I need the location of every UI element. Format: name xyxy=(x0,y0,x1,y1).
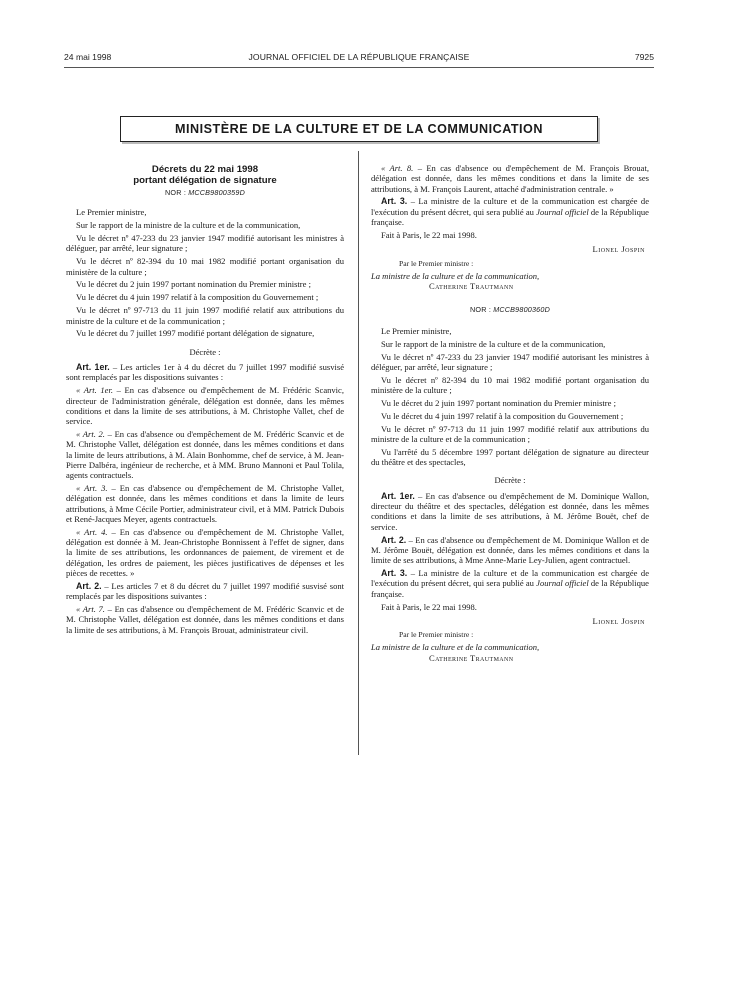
article-text: – Les articles 1er à 4 du décret du 7 juillet 1997 modifié susvisé sont remplacés par les dispositions suivantes : xyxy=(66,362,344,383)
preamble-paragraph: Vu le décret nº 82-394 du 10 mai 1982 modifié portant organisation du ministère de la culture ; xyxy=(66,256,344,277)
article-label: Art. 1er. xyxy=(381,490,415,501)
article-text: – En cas d'absence ou d'empêchement de M. Dominique Wallon et de M. Jérôme Bouët, délégation est donnée, dans les mêmes conditions et dans la limite de ses attributions, à Mme Anne-Marie Ley-Julien, agent contractuel. xyxy=(371,534,649,566)
preamble-paragraph: Vu le décret du 2 juin 1997 portant nomination du Premier ministre ; xyxy=(76,279,311,290)
preamble-paragraph: Le Premier ministre, xyxy=(381,325,452,336)
decree-title xyxy=(66,164,344,186)
quoted-article-text: – En cas d'absence ou d'empêchement de M. Frédéric Scanvic et de M. Christophe Vallet, délégation est donnée, dans les mêmes conditions et dans la limite de leurs attributions, à M. Alain Bonhomme, chef de service, à M. Jean-Pierre Dalbéra, ingénieur de recherche, et à MM. Bruno Mannoni et Paul Tolila, agents contractuels. xyxy=(66,428,344,481)
running-head xyxy=(64,52,654,66)
ministry-heading: MINISTÈRE DE LA CULTURE ET DE LA COMMUNICATION xyxy=(120,116,598,142)
preamble-paragraph: Vu l'arrêté du 5 décembre 1997 portant délégation de signature au directeur du théâtre et des spectacles, xyxy=(371,446,649,468)
quoted-article xyxy=(66,604,344,635)
quoted-article-text: – En cas d'absence ou d'empêchement de M. Christophe Vallet, délégation est donnée à M. Jean-Christophe Bonnissent à l'effet de signer, dans la limite de ses attributions, les ordonnances de paiement, de virement et de délégation, les ordres de paiement, les pièces justificatives de dépenses et les pièces de recettes. » xyxy=(66,526,344,579)
preamble-paragraph: Vu le décret du 7 juillet 1997 modifié portant délégation de signature, xyxy=(76,328,315,339)
nor-code: MCCB9800359D xyxy=(188,188,245,197)
article-text: de la République française. xyxy=(371,206,649,228)
decrete-heading: Décrète : xyxy=(189,346,221,357)
nor-prefix: NOR : xyxy=(470,305,494,315)
preamble-paragraph: Vu le décret du 2 juin 1997 portant nomination du Premier ministre ; xyxy=(381,397,616,408)
preamble-paragraph: Vu le décret du 4 juin 1997 relatif à la composition du Gouvernement ; xyxy=(76,292,319,303)
quoted-article-text: – En cas d'absence ou d'empêchement de M. Frédéric Scanvic et de M. Christophe Vallet, délégation est donnée, dans les mêmes conditions et dans la limite de ses attributions, à M. François Brouat, administrateur civil. xyxy=(66,604,344,635)
article-paragraph xyxy=(371,196,649,227)
signature-par: Par le Premier ministre : xyxy=(399,258,474,268)
article-text: – Les articles 7 et 8 du décret du 7 juillet 1997 modifié susvisé sont remplacés par les dispositions suivantes : xyxy=(66,580,345,602)
preamble-paragraph: Vu le décret du 4 juin 1997 relatif à la composition du Gouvernement ; xyxy=(381,410,624,421)
preamble-paragraph: Vu le décret nº 47-233 du 23 janvier 1947 modifié autorisant les ministres à déléguer, par arrêté, leur signature ; xyxy=(371,351,649,372)
quoted-article xyxy=(66,527,344,578)
minister-title: La ministre de la culture et de la communication, xyxy=(371,270,540,281)
article-paragraph xyxy=(371,568,649,599)
header-date: 24 mai 1998 xyxy=(64,52,112,62)
minister-title: La ministre de la culture et de la communication, xyxy=(371,642,540,653)
signature-par: Par le Premier ministre : xyxy=(399,630,474,640)
nor-prefix: NOR : xyxy=(165,188,189,197)
minister-name: Catherine Trautmann xyxy=(429,281,514,292)
preamble-paragraph: Vu le décret nº 97-713 du 11 juin 1997 modifié relatif aux attributions du ministre de la culture et de la communication ; xyxy=(66,305,344,326)
article-text: – En cas d'absence ou d'empêchement de M. Dominique Wallon, directeur du théâtre et des spectacles, délégation est donnée, dans les mêmes conditions et dans la limite de ses attributions, à M. Jérôme Bouët, chef de service. xyxy=(371,490,649,532)
quoted-article-text: – En cas d'absence ou d'empêchement de M. François Brouat, délégation est donnée, dans les mêmes conditions et dans la limite de ses attributions, à M. François Laurent, attaché d'administration centrale. » xyxy=(371,163,649,194)
article-label: Art. 1er. xyxy=(76,362,110,373)
signature-place-date: Fait à Paris, le 22 mai 1998. xyxy=(381,229,477,240)
article-label: Art. 2. xyxy=(381,534,407,545)
quoted-article xyxy=(66,483,344,524)
preamble-paragraph: Vu le décret nº 97-713 du 11 juin 1997 modifié relatif aux attributions du ministre de la culture et de la communication ; xyxy=(371,423,649,444)
preamble-paragraph: Sur le rapport de la ministre de la culture et de la communication, xyxy=(381,338,606,349)
signatory-name: Lionel Jospin xyxy=(592,244,645,255)
preamble-paragraph: Vu le décret nº 82-394 du 10 mai 1982 modifié portant organisation du ministère de la culture ; xyxy=(371,374,649,396)
decrete-heading: Décrète : xyxy=(494,475,526,486)
nor-code: MCCB9800360D xyxy=(493,305,550,315)
journal-officiel-ref: Journal officiel xyxy=(536,578,589,589)
article-text: – La ministre de la culture et de la communication est chargée de l'exécution du présent décret, qui sera publié au xyxy=(371,196,649,217)
quoted-article-label: « Art. 8. xyxy=(381,163,414,173)
article-label: Art. 3. xyxy=(381,196,408,207)
preamble-paragraph: Sur le rapport de la ministre de la culture et de la communication, xyxy=(76,220,301,231)
column-divider xyxy=(358,151,359,755)
decree-title-line1: Décrets du 22 mai 1998 xyxy=(151,164,259,175)
header-rule xyxy=(64,67,654,68)
nor-reference xyxy=(66,188,344,198)
signature-place-date: Fait à Paris, le 22 mai 1998. xyxy=(381,601,477,612)
preamble-paragraph: Vu le décret nº 47-233 du 23 janvier 1947 modifié autorisant les ministres à déléguer, par arrêté, leur signature ; xyxy=(66,233,344,254)
right-column xyxy=(371,163,649,677)
article-paragraph xyxy=(66,362,344,383)
article-paragraph xyxy=(66,581,344,602)
quoted-article xyxy=(66,385,344,426)
quoted-article-label: « Art. 7. xyxy=(76,604,105,615)
quoted-article-label: « Art. 1er. xyxy=(76,385,113,396)
article-text: de la République française. xyxy=(371,578,649,599)
article-paragraph xyxy=(371,491,649,532)
quoted-article-label: « Art. 4. xyxy=(76,526,108,537)
quoted-article-text: – En cas d'absence ou d'empêchement de M. Frédéric Scanvic, directeur de l'administration générale, délégation est donnée, dans les mêmes conditions et dans la limite de ses attributions, à M. Christophe Vallet, chef de service. xyxy=(66,385,344,427)
preamble-paragraph: Le Premier ministre, xyxy=(76,207,147,218)
header-journal-title: JOURNAL OFFICIEL DE LA RÉPUBLIQUE FRANÇAISE xyxy=(248,52,470,62)
quoted-article-text: – En cas d'absence ou d'empêchement de M. Christophe Vallet, délégation est donnée, dans les mêmes conditions et dans la limite de leurs attributions, à Mme Cécile Portier, administrateur civil, et à MM. Patrick Dubois et René-Jacques Meyer, agents contractuels. xyxy=(66,483,344,524)
quoted-article xyxy=(66,429,344,480)
journal-officiel-ref: Journal officiel xyxy=(536,206,589,217)
article-text: – La ministre de la culture et de la communication est chargée de l'exécution du présent décret, qui sera publié au xyxy=(371,568,649,589)
quoted-article-label: « Art. 3. xyxy=(76,483,108,494)
minister-name: Catherine Trautmann xyxy=(429,652,514,663)
decree-title-line2: portant délégation de signature xyxy=(133,175,277,186)
quoted-article xyxy=(371,163,649,194)
article-paragraph xyxy=(371,535,649,566)
quoted-article-label: « Art. 2. xyxy=(76,428,105,439)
nor-reference xyxy=(371,305,649,315)
header-page-number: 7925 xyxy=(634,52,654,62)
article-label: Art. 3. xyxy=(381,568,408,579)
article-label: Art. 2. xyxy=(76,580,102,591)
left-column xyxy=(66,163,344,638)
signatory-name: Lionel Jospin xyxy=(592,615,645,626)
